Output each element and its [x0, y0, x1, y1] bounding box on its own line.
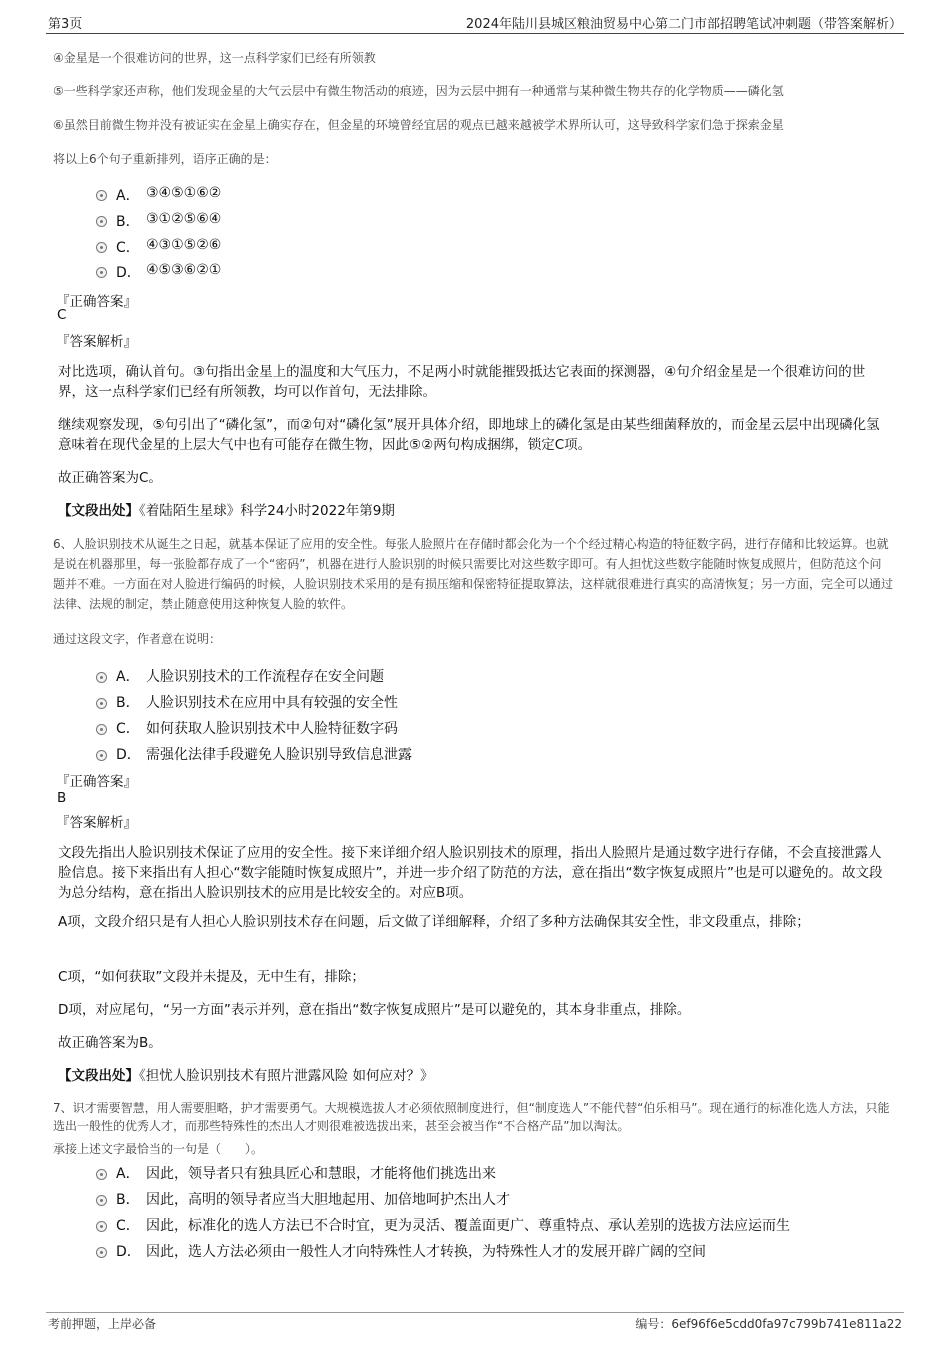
analysis-paragraph: 对比选项，确认首句。③句指出金星上的温度和大气压力，不足两小时就能摧毁抵达它表面的探测器，④句介绍金星是一个很难访问的世界，这一点科学家们已经有所领教，均可以作首句，无法排除。: [58, 364, 866, 400]
question-stem: 将以上6个句子重新排列，语序正确的是：: [53, 152, 277, 166]
analysis-paragraph: 文段先指出人脸识别技术保证了应用的安全性。接下来详细介绍人脸识别技术的原理，指出人脸照片是通过数字进行存储，不会直接泄露人脸信息。接下来指出有人担心“数字能随时恢复成照片”，并进一步介绍了防范的方法，意在指出“数字恢复成照片”也是可以避免的。故文段为总分结构，意在指出人脸识别技术的应用是比较安全的。对应B项。: [58, 845, 883, 901]
option-text: 需强化法律手段避免人脸识别导致信息泄露: [146, 747, 412, 763]
option-text: 因此，标准化的选人方法已不合时宜，更为灵活、覆盖面更广、尊重特点、承认差别的选拔方法应运而生: [146, 1218, 790, 1234]
analysis-paragraph: C项，“如何获取”文段并未提及，无中生有，排除；: [58, 969, 365, 985]
radio-button[interactable]: [96, 724, 107, 735]
analysis-paragraph: A项，文段介绍只是有人担心人脸识别技术存在问题，后文做了详细解释，介绍了多种方法确保其安全性，非文段重点，排除；: [58, 914, 810, 930]
header-divider: [46, 33, 904, 34]
answer-label: 『正确答案』: [56, 294, 137, 310]
radio-button[interactable]: [96, 1169, 107, 1180]
source-text: 《着陆陌生星球》科学24小时2022年第9期: [139, 503, 395, 519]
document-title: 2024年陆川县城区粮油贸易中心第二门市部招聘笔试冲刺题（带答案解析）: [465, 17, 902, 32]
sentence-6: ⑥虽然目前微生物并没有被证实在金星上确实存在，但金星的环境曾经宜居的观点已越来越被学术界所认可，这导致科学家们急于探索金星: [53, 118, 784, 132]
option-letter: C．: [116, 240, 140, 256]
sentence-4: ④金星是一个很难访问的世界，这一点科学家们已经有所领教: [53, 51, 376, 65]
radio-button[interactable]: [96, 267, 107, 278]
source-text: 《担忧人脸识别技术有照片泄露风险 如何应对？》: [139, 1068, 434, 1084]
answer-label: 『正确答案』: [56, 774, 137, 790]
option-letter: D．: [116, 747, 141, 763]
radio-button[interactable]: [96, 1247, 107, 1258]
correct-answer: B: [57, 790, 67, 806]
option-letter: A．: [116, 1166, 140, 1182]
radio-button[interactable]: [96, 190, 107, 201]
radio-button[interactable]: [96, 698, 107, 709]
option-text: 因此，领导者只有独具匠心和慧眼，才能将他们挑选出来: [146, 1166, 496, 1182]
radio-button[interactable]: [96, 216, 107, 227]
option-text: ④③①⑤②⑥: [146, 237, 222, 253]
option-letter: C．: [116, 721, 140, 737]
analysis-label: 『答案解析』: [56, 334, 137, 350]
option-letter: C．: [116, 1218, 140, 1234]
source-line: [58, 499, 395, 519]
option-letter: B．: [116, 214, 140, 230]
analysis-conclusion: 故正确答案为B。: [58, 1035, 162, 1051]
option-letter: B．: [116, 1192, 140, 1208]
question-stem: 通过这段文字，作者意在说明：: [53, 632, 222, 646]
footer-divider: [46, 1312, 904, 1313]
option-text: 人脸识别技术在应用中具有较强的安全性: [146, 695, 398, 711]
option-text: 因此，高明的领导者应当大胆地起用、加倍地呵护杰出人才: [146, 1192, 510, 1208]
page-number: 第3页: [48, 17, 83, 32]
option-letter: D．: [116, 1244, 141, 1260]
document-id: 编号：6ef96f6e5cdd0fa97c799b741e811a22: [635, 1317, 902, 1331]
analysis-paragraph: 继续观察发现，⑤句引出了“磷化氢”，而②句对“磷化氢”展开具体介绍，即地球上的磷化氢是由某些细菌释放的，而金星云层中出现磷化氢意味着在现代金星的上层大气中也有可能存在微生物，因此⑤②两句构成捆绑，锁定C项。: [58, 417, 880, 453]
source-line: [58, 1064, 434, 1084]
question-passage: 7、识才需要智慧，用人需要胆略，护才需要勇气。大规模选拔人才必须依照制度进行，但“制度选人”不能代替“伯乐相马”。现在通行的标准化选人方法，只能选出一般性的优秀人才，而那些特殊性的杰出人才则很难被选拔出来，甚至会被当作“不合格产品”加以淘汰。: [53, 1101, 890, 1133]
radio-button[interactable]: [96, 1195, 107, 1206]
radio-button[interactable]: [96, 750, 107, 761]
option-text: ③①②⑤⑥④: [146, 211, 222, 227]
radio-button[interactable]: [96, 672, 107, 683]
question-passage: 6、人脸识别技术从诞生之日起，就基本保证了应用的安全性。每张人脸照片在存储时都会化为一个个经过精心构造的特征数字码，进行存储和比较运算。也就是说在机器那里，每一张脸都存成了一个“密码”，机器在进行人脸识别的时候只需要比对这些数字即可。有人担忧这些数字能随时恢复成照片，但防范这个问题并不难。一方面在对人脸进行编码的时候，人脸识别技术采用的是有损压缩和保密特征提取算法，这样就很难进行真实的高清恢复；另一方面，完全可以通过法律、法规的制定，禁止随意使用这种恢复人脸的软件。: [53, 537, 894, 611]
option-text: ③④⑤①⑥②: [146, 185, 222, 201]
option-letter: D．: [116, 265, 141, 281]
correct-answer: C: [57, 307, 67, 323]
question-stem: 承接上述文字最恰当的一句是（ ）。: [53, 1142, 264, 1156]
footer-slogan: 考前押题，上岸必备: [48, 1317, 157, 1331]
radio-button[interactable]: [96, 242, 107, 253]
analysis-label: 『答案解析』: [56, 815, 137, 831]
option-letter: A．: [116, 188, 140, 204]
sentence-5: ⑤一些科学家还声称，他们发现金星的大气云层中有微生物活动的痕迹，因为云层中拥有一种通常与某种微生物共存的化学物质——磷化氢: [53, 84, 784, 98]
option-text: 人脸识别技术的工作流程存在安全问题: [146, 669, 384, 685]
source-label: 【文段出处】: [58, 1068, 139, 1084]
radio-button[interactable]: [96, 1221, 107, 1232]
option-letter: B．: [116, 695, 140, 711]
analysis-conclusion: 故正确答案为C。: [58, 470, 162, 486]
option-text: ④⑤③⑥②①: [146, 262, 222, 278]
source-label: 【文段出处】: [58, 503, 139, 519]
option-text: 因此，选人方法必须由一般性人才向特殊性人才转换，为特殊性人才的发展开辟广阔的空间: [146, 1244, 706, 1260]
analysis-paragraph: D项，对应尾句，“另一方面”表示并列，意在指出“数字恢复成照片”是可以避免的，其本身非重点，排除。: [58, 1002, 691, 1018]
option-letter: A．: [116, 669, 140, 685]
option-text: 如何获取人脸识别技术中人脸特征数字码: [146, 721, 398, 737]
